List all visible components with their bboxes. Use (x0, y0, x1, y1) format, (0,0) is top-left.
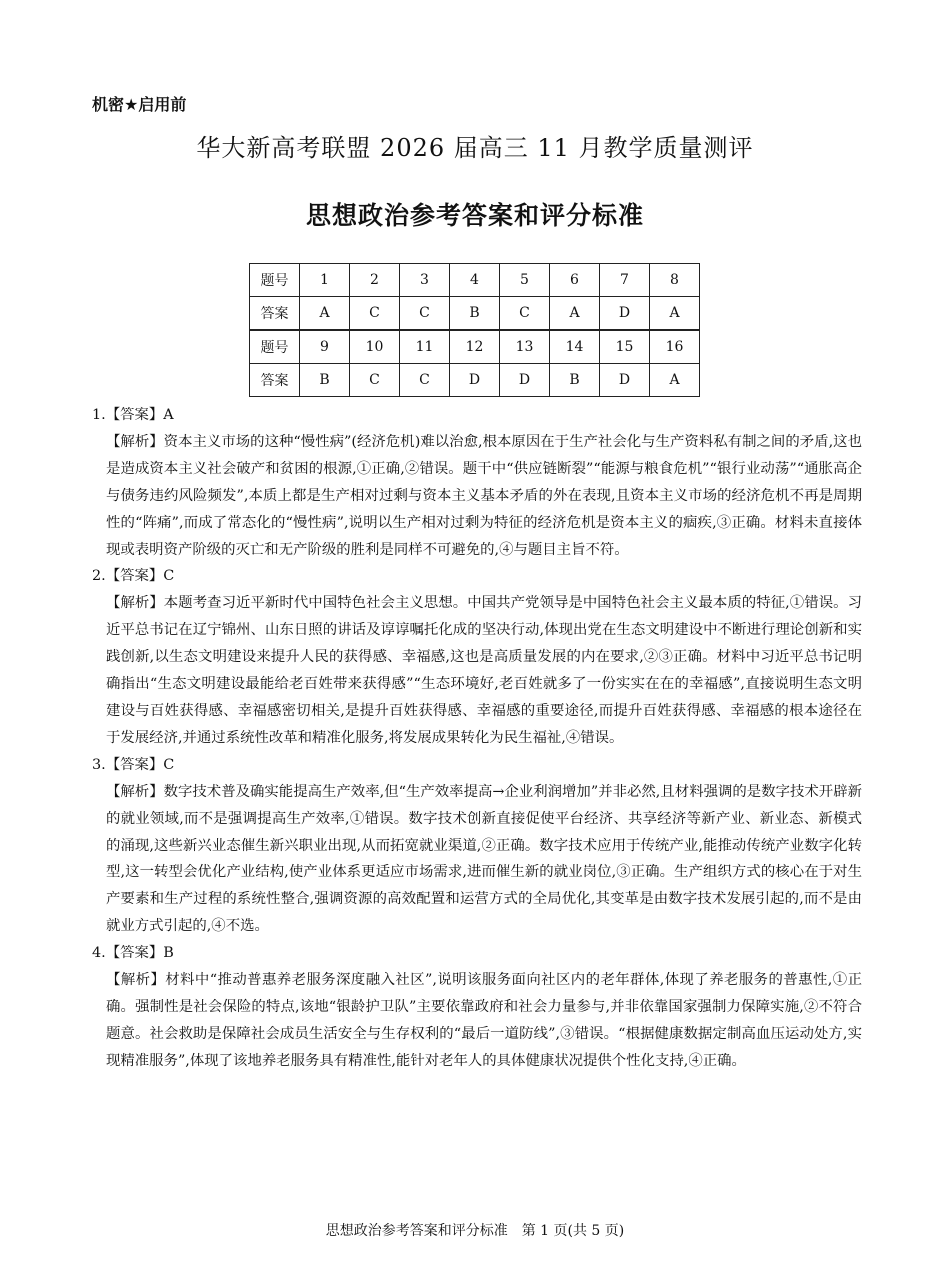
question-number-cell: 2 (350, 264, 400, 297)
confidential-label: 机密★启用前 (92, 95, 187, 114)
table-row-answers-1 (250, 297, 700, 331)
question-number-cell: 14 (550, 330, 600, 364)
question-block-2 (92, 563, 862, 751)
table-row-answers-2 (250, 364, 700, 397)
answer-cell: A (650, 364, 700, 397)
answer-cell: C (350, 364, 400, 397)
question-answer-heading: 1.【答案】A (92, 407, 174, 423)
answer-cell: A (650, 297, 700, 331)
question-number-cell: 11 (400, 330, 450, 364)
answer-cell: C (500, 297, 550, 331)
row-label-answer: 答案 (250, 297, 300, 331)
question-number-cell: 3 (400, 264, 450, 297)
answer-cell: A (300, 297, 350, 331)
question-explanation: 【解析】数字技术普及确实能提高生产效率,但“生产效率提高→企业利润增加”并非必然,且材料强调的是数字技术开辟新的就业领域,而不是强调提高生产效率,①错误。数字技术创新直接促使平台经济、共享经济等新产业、新业态、新模式的涌现,这些新兴业态催生新兴职业出现,从而拓宽就业渠道,②正确。数字技术应用于传统产业,能推动传统产业数字化转型,这一转型会优化产业结构,使产业体系更适应市场需求,进而催生新的就业岗位,③正确。生产组织方式的核心在于对生产要素和生产过程的系统性整合,强调资源的高效配置和运营方式的全局优化,其变革是由数字技术发展引起的,而不是由就业方式引起的,④不选。 (106, 783, 862, 935)
question-number-cell: 7 (600, 264, 650, 297)
exam-title: 华大新高考联盟 2026 届高三 11 月教学质量测评 (196, 134, 754, 162)
table-row-numbers-2 (250, 330, 700, 364)
answer-cell: D (600, 364, 650, 397)
answer-cell: C (400, 364, 450, 397)
question-number-cell: 4 (450, 264, 500, 297)
question-number-cell: 6 (550, 264, 600, 297)
question-explanation: 【解析】资本主义市场的这种“慢性病”(经济危机)难以治愈,根本原因在于生产社会化与生产资料私有制之间的矛盾,这也是造成资本主义社会破产和贫困的根源,①正确,②错误。题干中“供应链断裂”“能源与粮食危机”“银行业动荡”“通胀高企与债务违约风险频发”,本质上都是生产相对过剩与资本主义基本矛盾的外在表现,且资本主义市场的经济危机不再是周期性的“阵痛”,而成了常态化的“慢性病”,说明以生产相对过剩为特征的经济危机是资本主义的痼疾,③正确。材料未直接体现或表明资产阶级的灭亡和无产阶级的胜利是同样不可避免的,④与题目主旨不符。 (106, 433, 862, 558)
answer-cell: B (450, 297, 500, 331)
question-answer-heading: 3.【答案】C (92, 756, 175, 773)
question-number-cell: 1 (300, 264, 350, 297)
question-number-cell: 9 (300, 330, 350, 364)
question-block-4 (92, 940, 862, 1075)
row-label-number: 题号 (250, 330, 300, 364)
page-footer: 思想政治参考答案和评分标准 第 1 页(共 5 页) (325, 1223, 625, 1239)
answer-table (249, 263, 700, 397)
question-number-cell: 13 (500, 330, 550, 364)
answer-cell: C (350, 297, 400, 331)
question-answer-heading: 4.【答案】B (92, 945, 174, 962)
question-explanation: 【解析】材料中“推动普惠养老服务深度融入社区”,说明该服务面向社区内的老年群体,体现了养老服务的普惠性,①正确。强制性是社会保险的特点,该地“银龄护卫队”主要依靠政府和社会力量参与,并非依靠国家强制力保障实施,②不符合题意。社会救助是保障社会成员生活安全与生存权利的“最后一道防线”,③错误。“根据健康数据定制高血压运动处方,实现精准服务”,体现了该地养老服务具有精准性,能针对老年人的具体健康状况提供个性化支持,④正确。 (106, 972, 862, 1069)
table-row-numbers-1 (250, 264, 700, 297)
question-number-cell: 5 (500, 264, 550, 297)
question-answer-heading: 2.【答案】C (92, 568, 175, 585)
answer-cell: C (400, 297, 450, 331)
question-number-cell: 16 (650, 330, 700, 364)
question-number-cell: 10 (350, 330, 400, 364)
answer-cell: B (550, 364, 600, 397)
row-label-number: 题号 (250, 264, 300, 297)
answer-cell: D (450, 364, 500, 397)
explanations (92, 402, 862, 1075)
question-block-1 (92, 402, 862, 563)
answer-cell: D (500, 364, 550, 397)
answer-cell: A (550, 297, 600, 331)
question-number-cell: 8 (650, 264, 700, 297)
answer-cell: B (300, 364, 350, 397)
answer-cell: D (600, 297, 650, 331)
document-subtitle: 思想政治参考答案和评分标准 (305, 201, 644, 230)
question-number-cell: 15 (600, 330, 650, 364)
question-block-3 (92, 752, 862, 940)
question-number-cell: 12 (450, 330, 500, 364)
question-explanation: 【解析】本题考查习近平新时代中国特色社会主义思想。中国共产党领导是中国特色社会主义最本质的特征,①错误。习近平总书记在辽宁锦州、山东日照的讲话及谆谆嘱托化成的坚决行动,体现出党在生态文明建设中不断进行理论创新和实践创新,以生态文明建设来提升人民的获得感、幸福感,这也是高质量发展的内在要求,②③正确。材料中习近平总书记明确指出“生态文明建设最能给老百姓带来获得感”“生态环境好,老百姓就多了一份实实在在的幸福感”,直接说明生态文明建设与百姓获得感、幸福感密切相关,是提升百姓获得感、幸福感的重要途径,而提升百姓获得感、幸福感的根本途径在于发展经济,并通过系统性改革和精准化服务,将发展成果转化为民生福祉,④错误。 (106, 595, 862, 746)
row-label-answer: 答案 (250, 364, 300, 397)
